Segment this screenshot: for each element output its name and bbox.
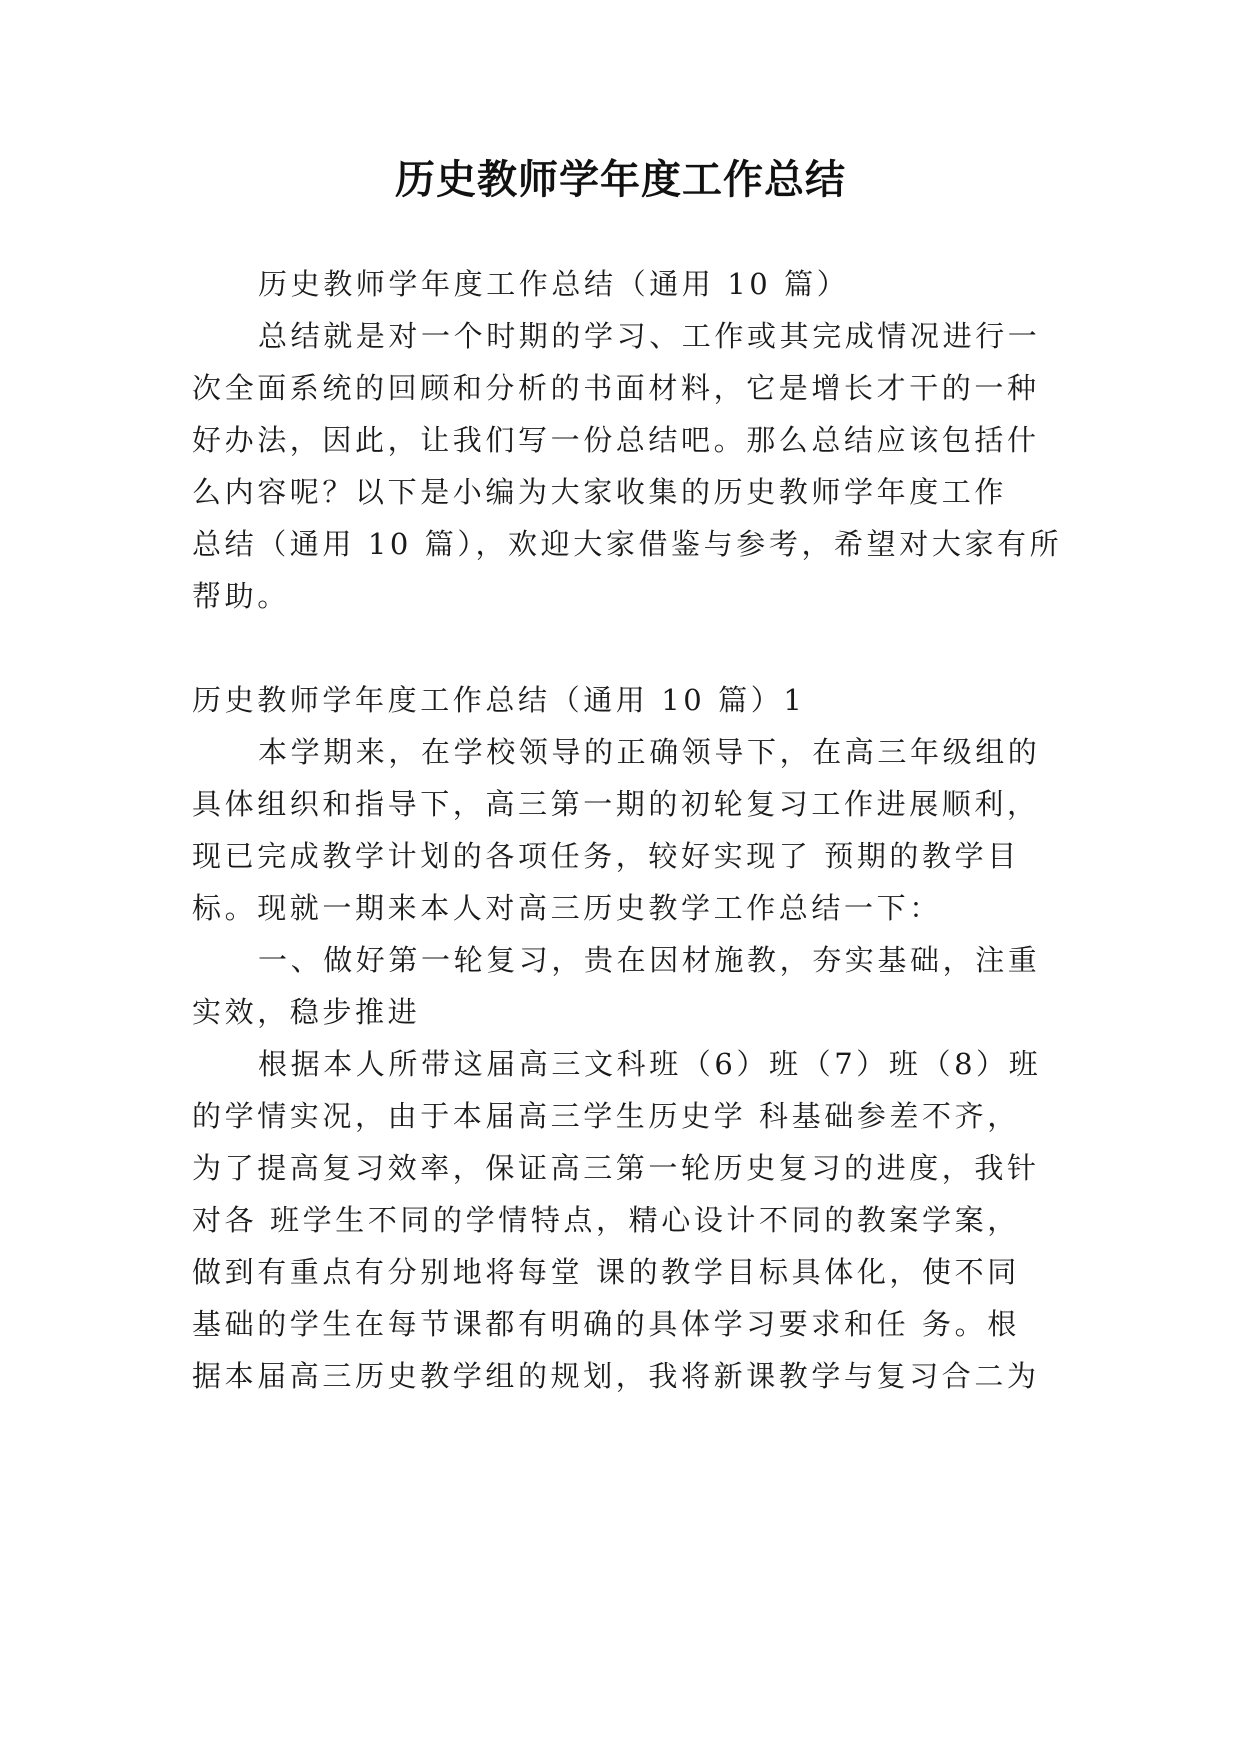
paragraph-line — [0, 774, 1241, 834]
paragraph-line — [0, 462, 1241, 522]
text-line: 的学情实况，由于本届高三学生历史学 科基础参差不齐， — [192, 1099, 1020, 1133]
subtitle-line — [0, 254, 1241, 314]
text-line: 帮助。 — [192, 579, 290, 613]
text-line: 好办法，因此，让我们写一份总结吧。那么总结应该包括什 — [192, 423, 1040, 457]
text-line: 现已完成教学计划的各项任务，较好实现了 预期的教学目 — [192, 839, 1020, 873]
paragraph-line — [0, 930, 1241, 990]
text-line: 次全面系统的回顾和分析的书面材料，它是增长才干的一种 — [192, 371, 1040, 405]
text-line: 本学期来，在学校领导的正确领导下，在高三年级组的 — [258, 735, 1041, 769]
text-line: 历史教师学年度工作总结（通用 10 篇）1 — [192, 683, 806, 717]
paragraph-line — [0, 1034, 1241, 1094]
text-line: 总结（通用 10 篇），欢迎大家借鉴与参考，希望对大家有所 — [192, 527, 1063, 561]
text-line: 么内容呢？以下是小编为大家收集的历史教师学年度工作 — [192, 475, 1008, 509]
paragraph-line — [0, 566, 1241, 626]
paragraph-line — [0, 878, 1241, 938]
paragraph-line — [0, 1346, 1241, 1406]
paragraph-line — [0, 514, 1241, 574]
paragraph-line — [0, 1138, 1241, 1198]
text-line: 总结就是对一个时期的学习、工作或其完成情况进行一 — [258, 319, 1041, 353]
text-line: 标。现就一期来本人对高三历史教学工作总结一下： — [192, 891, 942, 925]
text-line: 对各 班学生不同的学情特点，精心设计不同的教案学案， — [192, 1203, 1020, 1237]
paragraph-line — [0, 1190, 1241, 1250]
text-line: 实效，稳步推进 — [192, 995, 421, 1029]
text-line: 一、做好第一轮复习，贵在因材施教，夯实基础，注重 — [258, 943, 1041, 977]
paragraph-line — [0, 1242, 1241, 1302]
text-line: 为了提高复习效率，保证高三第一轮历史复习的进度，我针 — [192, 1151, 1040, 1185]
paragraph-line — [0, 826, 1241, 886]
paragraph-line — [0, 982, 1241, 1042]
section-heading — [0, 670, 1241, 730]
paragraph-line — [0, 358, 1241, 418]
text-line: 基础的学生在每节课都有明确的具体学习要求和任 务。根 — [192, 1307, 1020, 1341]
text-line: 据本届高三历史教学组的规划，我将新课教学与复习合二为 — [192, 1359, 1040, 1393]
text-line: 根据本人所带这届高三文科班（6）班（7）班（8）班 — [258, 1047, 1042, 1081]
document-title: 历史教师学年度工作总结 — [395, 157, 846, 203]
paragraph-line — [0, 410, 1241, 470]
paragraph-line — [0, 306, 1241, 366]
paragraph-line — [0, 722, 1241, 782]
text-line: 做到有重点有分别地将每堂 课的教学目标具体化，使不同 — [192, 1255, 1020, 1289]
paragraph-line — [0, 1086, 1241, 1146]
text-line: 具体组织和指导下，高三第一期的初轮复习工作进展顺利， — [192, 787, 1040, 821]
paragraph-line — [0, 1294, 1241, 1354]
text-line: 历史教师学年度工作总结（通用 10 篇） — [258, 267, 850, 301]
